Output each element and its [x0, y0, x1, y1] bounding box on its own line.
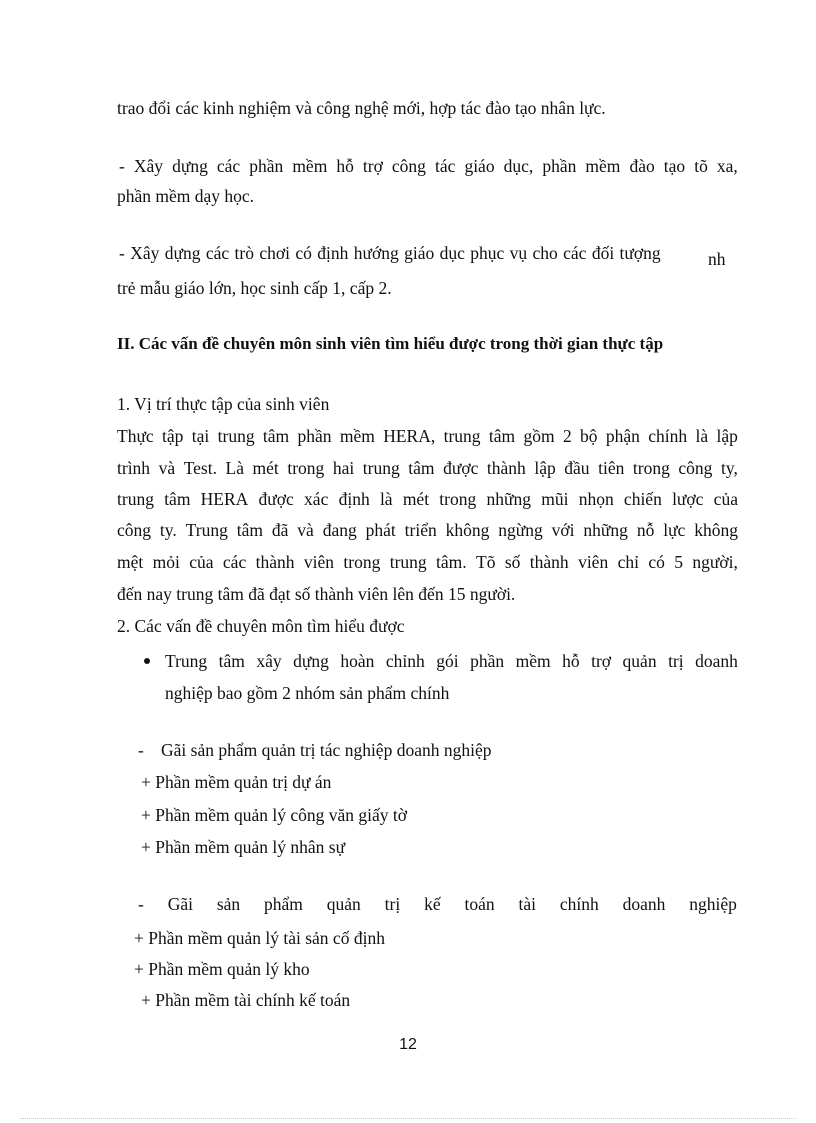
title-word: sản — [216, 894, 241, 914]
word: đã — [271, 520, 289, 540]
word: Xây — [133, 156, 164, 176]
page-bottom-divider — [20, 1118, 796, 1119]
word: gồm — [523, 426, 555, 446]
word: trung — [362, 458, 400, 478]
word: định — [338, 489, 370, 509]
word: trị — [668, 651, 684, 671]
word: và — [297, 520, 314, 540]
word: trong — [632, 458, 670, 478]
word: chỉ — [617, 552, 639, 572]
word: trong — [343, 552, 381, 572]
word: mét — [252, 458, 279, 478]
word: gói — [436, 651, 459, 671]
word: các — [216, 156, 241, 176]
list-item: + Phần mềm quản lý công văn giấy tờ — [141, 805, 408, 825]
word: trung — [217, 426, 255, 446]
word: dựng — [293, 651, 329, 671]
body-line — [117, 551, 738, 573]
body-line — [117, 519, 738, 541]
word: hai — [332, 458, 355, 478]
word: được — [258, 489, 294, 509]
word: xây — [256, 651, 282, 671]
word: tạo — [663, 156, 686, 176]
word: Trung — [185, 520, 228, 540]
word: - — [119, 156, 125, 176]
word: thành — [529, 552, 569, 572]
word: phần — [542, 156, 577, 176]
word: mỏi — [152, 552, 180, 572]
paragraph-line — [119, 155, 738, 177]
word: tâm — [488, 426, 516, 446]
word: hoàn — [340, 651, 375, 671]
word: là — [695, 426, 709, 446]
word: tâm — [408, 458, 435, 478]
word: không — [445, 520, 490, 540]
word: của — [713, 489, 738, 509]
word: công — [391, 156, 426, 176]
bullet-icon — [144, 658, 150, 664]
word: lập — [534, 458, 556, 478]
word: nhọn — [578, 489, 614, 509]
word: phát — [365, 520, 396, 540]
title-word: kế — [424, 894, 441, 914]
word: những — [486, 489, 531, 509]
word: không — [694, 520, 738, 540]
word: Là — [225, 458, 244, 478]
word: mềm — [585, 156, 621, 176]
paragraph-line-tail: nh — [708, 249, 726, 269]
title-word: - — [138, 894, 144, 914]
group-dash: - — [138, 740, 144, 760]
word: mét — [402, 489, 430, 509]
word: lực — [663, 520, 686, 540]
word: ty, — [720, 458, 738, 478]
word: mềm — [292, 156, 328, 176]
word: triển — [404, 520, 437, 540]
word: là — [379, 489, 393, 509]
word: công — [117, 520, 152, 540]
title-word: phẩm — [264, 894, 303, 914]
word: trợ — [591, 651, 612, 671]
word: Test. — [183, 458, 217, 478]
word: tiên — [598, 458, 625, 478]
word: công — [678, 458, 713, 478]
title-word: tài — [518, 894, 536, 914]
word: tâm — [236, 520, 263, 540]
word: phần — [249, 156, 284, 176]
subsection-title: 1. Vị trí thực tập của sinh viên — [117, 394, 330, 414]
word: viên — [303, 552, 334, 572]
word: Thực — [117, 426, 154, 446]
word: lập — [716, 426, 738, 446]
word: mệt — [117, 552, 144, 572]
word: mũi — [541, 489, 569, 509]
word: giáo — [464, 156, 495, 176]
title-word: trị — [384, 894, 401, 914]
list-item: + Phần mềm quản lý nhân sự — [141, 837, 346, 857]
word: trung — [389, 552, 427, 572]
word: mềm — [515, 651, 551, 671]
word: người, — [692, 552, 738, 572]
word: HERA — [200, 489, 249, 509]
word: tác — [434, 156, 456, 176]
word: chiến — [623, 489, 662, 509]
title-word: nghiệp — [689, 894, 737, 914]
word: được — [443, 458, 479, 478]
word: những — [583, 520, 628, 540]
word: HERA, — [383, 426, 436, 446]
word: trung — [117, 489, 154, 509]
word: hỗ — [336, 156, 354, 176]
word: 5 — [674, 552, 683, 572]
word: Tõ — [476, 552, 496, 572]
word: bộ — [580, 426, 598, 446]
word: xác — [304, 489, 329, 509]
title-word: doanh — [622, 894, 666, 914]
word: tập — [162, 426, 184, 446]
group-title: Gãi sản phẩm quản trị tác nghiệp doanh nghiệp — [161, 740, 492, 760]
body-line: đến nay trung tâm đã đạt số thành viên lên đến 15 người. — [117, 584, 516, 604]
word: phần — [470, 651, 505, 671]
list-item: + Phần mềm quản trị dự án — [141, 772, 332, 792]
list-item: + Phần mềm quản lý tài sản cố định — [134, 928, 385, 948]
word: doanh — [695, 651, 738, 671]
list-item: + Phần mềm tài chính kế toán — [141, 990, 351, 1010]
word: hỗ — [562, 651, 580, 671]
word: tõ — [694, 156, 708, 176]
section-heading: II. Các vấn đề chuyên môn sinh viên tìm hiểu được trong thời gian thực tập — [117, 334, 664, 353]
word: viên — [578, 552, 609, 572]
word: trợ — [362, 156, 383, 176]
word: đầu — [564, 458, 590, 478]
paragraph-line: phần mềm dạy học. — [117, 186, 255, 206]
title-word: toán — [464, 894, 495, 914]
word: và — [158, 458, 176, 478]
word: Trung — [165, 651, 208, 671]
page-number: 12 — [399, 1036, 417, 1053]
word: ngừng — [498, 520, 543, 540]
word: thành — [486, 458, 526, 478]
paragraph-line: trao đổi các kinh nghiệm và công nghệ mới, hợp tác đào tạo nhân lực. — [117, 98, 606, 118]
word: đang — [322, 520, 357, 540]
word: phận — [605, 426, 640, 446]
word: tâm — [164, 489, 191, 509]
group-title-justified — [138, 893, 737, 915]
body-line — [117, 457, 738, 479]
word: phần — [297, 426, 332, 446]
title-word: chính — [559, 894, 599, 914]
word: chính — [648, 426, 688, 446]
word: nỗ — [636, 520, 655, 540]
word: 2 — [562, 426, 572, 446]
word: ty. — [159, 520, 177, 540]
body-line — [117, 425, 738, 447]
word: tại — [191, 426, 210, 446]
word: quản — [622, 651, 657, 671]
word: xa, — [716, 156, 738, 176]
title-word: quản — [326, 894, 361, 914]
word: trung — [443, 426, 481, 446]
word: tâm — [218, 651, 245, 671]
bullet-line: nghiệp bao gồm 2 nhóm sản phẩm chính — [165, 683, 450, 703]
word: số — [504, 552, 521, 572]
title-word: Gãi — [167, 894, 193, 914]
paragraph-line: - Xây dựng các trò chơi có định hướng giáo dục phục vụ cho các đối tượng — [119, 243, 661, 263]
word: tâm — [262, 426, 290, 446]
word: mềm — [339, 426, 375, 446]
word: trong — [287, 458, 325, 478]
word: lược — [672, 489, 704, 509]
body-line — [117, 488, 738, 510]
word: dựng — [172, 156, 208, 176]
bullet-line — [165, 650, 738, 672]
word: trình — [117, 458, 151, 478]
word: có — [648, 552, 665, 572]
word: của — [189, 552, 214, 572]
paragraph-line: trẻ mẫu giáo lớn, học sinh cấp 1, cấp 2. — [117, 278, 392, 298]
word: dục, — [503, 156, 534, 176]
word: các — [222, 552, 247, 572]
word: chỉnh — [385, 651, 425, 671]
word: thành — [255, 552, 295, 572]
subsection-title: 2. Các vấn đề chuyên môn tìm hiểu được — [117, 616, 405, 636]
word: đào — [629, 156, 655, 176]
word: trong — [439, 489, 477, 509]
list-item: + Phần mềm quản lý kho — [134, 959, 310, 979]
word: với — [551, 520, 575, 540]
word: tâm. — [436, 552, 467, 572]
